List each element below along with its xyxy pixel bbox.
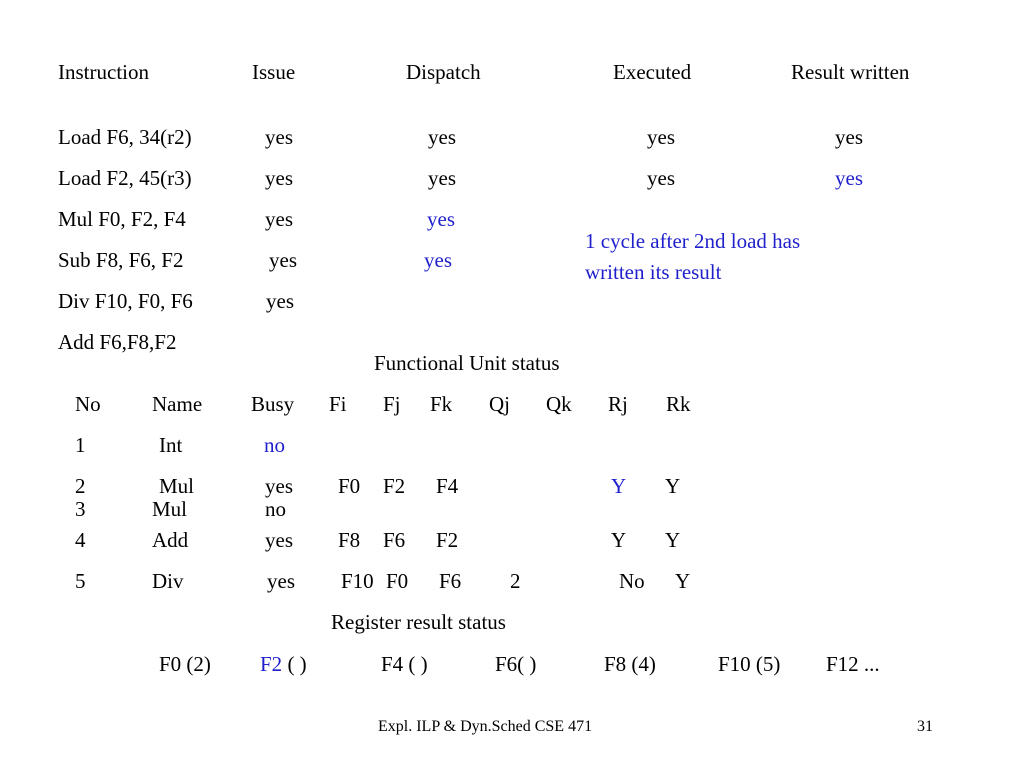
instruction-issue: yes: [265, 125, 293, 149]
fu-fj: F0: [386, 569, 409, 593]
fu-rk: Y: [665, 474, 681, 498]
register-status-title: Register result status: [331, 610, 506, 634]
reg-f2: [260, 652, 307, 676]
fu-header-qj: Qj: [489, 392, 510, 416]
fu-header-fk: Fk: [430, 392, 453, 416]
instruction-executed: yes: [647, 166, 675, 190]
instruction-issue: yes: [265, 207, 293, 231]
instruction-name: Mul F0, F2, F4: [58, 207, 186, 231]
fu-name: Mul: [159, 474, 195, 498]
fu-header-rk: Rk: [666, 392, 691, 416]
instruction-name: Div F10, F0, F6: [58, 289, 193, 313]
instruction-name: Add F6,F8,F2: [58, 330, 177, 354]
fu-header-name: Name: [152, 392, 203, 416]
instruction-result: yes: [835, 166, 863, 190]
header-issue: Issue: [252, 60, 296, 84]
fu-name: Div: [152, 569, 184, 593]
reg-f0: F0 (2): [159, 652, 211, 676]
fu-fk: F2: [436, 528, 459, 552]
fu-header-no: No: [75, 392, 101, 416]
fu-no: 2: [75, 474, 86, 498]
instruction-issue: yes: [265, 166, 293, 190]
fu-header-fi: Fi: [329, 392, 347, 416]
annotation-line: 1 cycle after 2nd load has: [585, 229, 801, 253]
fu-busy: yes: [265, 474, 293, 498]
fu-name: Int: [159, 433, 183, 457]
instruction-name: Load F6, 34(r2): [58, 125, 192, 149]
fu-fk: F6: [439, 569, 462, 593]
reg-f10: F10 (5): [718, 652, 781, 676]
fu-no: 1: [75, 433, 86, 457]
instruction-result: yes: [835, 125, 863, 149]
reg-f2-name: F2: [260, 652, 283, 676]
fu-name: Add: [152, 528, 189, 552]
fu-fj: F6: [383, 528, 406, 552]
fu-qj: 2: [510, 569, 521, 593]
footer-course: Expl. ILP & Dyn.Sched CSE 471: [378, 718, 593, 735]
fu-fk: F4: [436, 474, 459, 498]
fu-busy: yes: [267, 569, 295, 593]
header-dispatch: Dispatch: [406, 60, 481, 84]
instruction-issue: yes: [266, 289, 294, 313]
header-result-written: Result written: [791, 60, 910, 84]
instruction-dispatch: yes: [428, 166, 456, 190]
annotation-line: written its result: [585, 260, 722, 284]
instruction-name: Load F2, 45(r3): [58, 166, 192, 190]
fu-header-qk: Qk: [546, 392, 572, 416]
instruction-name: Sub F8, F6, F2: [58, 248, 184, 272]
fu-name: Mul: [152, 497, 188, 521]
fu-rk: Y: [675, 569, 691, 593]
instruction-dispatch: yes: [427, 207, 455, 231]
fu-no: 3: [75, 497, 86, 521]
reg-f8: F8 (4): [604, 652, 656, 676]
fu-busy: no: [264, 433, 285, 457]
fu-no: 4: [75, 528, 86, 552]
fu-busy: no: [265, 497, 286, 521]
reg-f2-value: ( ): [282, 652, 307, 676]
reg-f4: F4 ( ): [381, 652, 428, 676]
instruction-dispatch: yes: [428, 125, 456, 149]
slide-number: 31: [917, 718, 933, 735]
fu-fj: F2: [383, 474, 406, 498]
reg-f6: F6( ): [495, 652, 537, 676]
instruction-issue: yes: [269, 248, 297, 272]
fu-rk: Y: [665, 528, 681, 552]
instruction-dispatch: yes: [424, 248, 452, 272]
instruction-executed: yes: [647, 125, 675, 149]
fu-fi: F8: [338, 528, 361, 552]
fu-rj: Y: [611, 474, 627, 498]
fu-no: 5: [75, 569, 86, 593]
header-instruction: Instruction: [58, 60, 149, 84]
fu-rj: No: [619, 569, 645, 593]
fu-fi: F10: [341, 569, 374, 593]
reg-f12: F12 ...: [826, 652, 880, 676]
fu-fi: F0: [338, 474, 361, 498]
fu-header-rj: Rj: [608, 392, 628, 416]
header-executed: Executed: [613, 60, 692, 84]
fu-busy: yes: [265, 528, 293, 552]
fu-header-fj: Fj: [383, 392, 401, 416]
fu-header-busy: Busy: [251, 392, 295, 416]
functional-unit-title: Functional Unit status: [374, 351, 560, 375]
fu-rj: Y: [611, 528, 627, 552]
